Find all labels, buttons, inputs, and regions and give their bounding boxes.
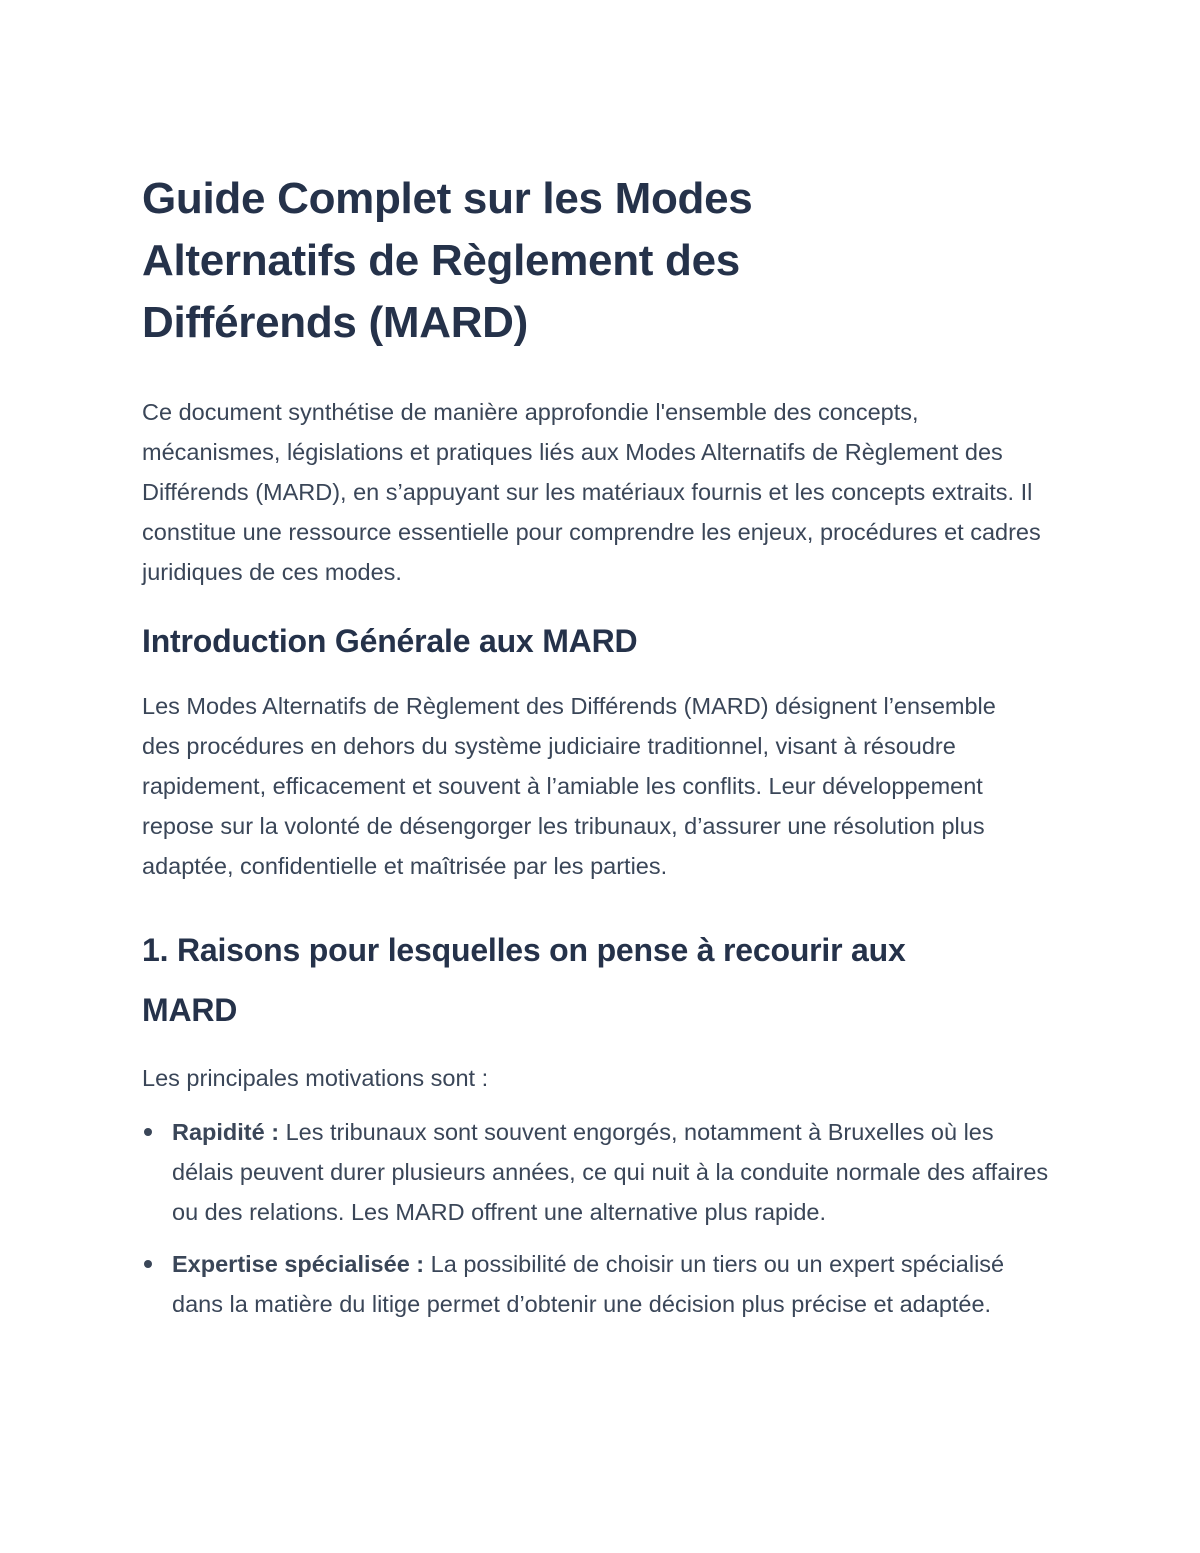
section-heading-raisons: 1. Raisons pour lesquelles on pense à recourir aux MARD [142, 932, 906, 1028]
bullet-term: Expertise spécialisée : [172, 1251, 425, 1277]
bullet-list [142, 1112, 1062, 1324]
intro-paragraph: Ce document synthétise de manière approfondie l'ensemble des concepts, mécanismes, législations et pratiques liés aux Modes Alternatifs de Règlement des Différends (MARD), en s’appuyant sur les matériaux fournis et les concepts extraits. Il constitue une ressource essentielle pour comprendre les enjeux, procédures et cadres juridiques de ces modes. [142, 399, 1041, 585]
section-lead-raisons: Les principales motivations sont : [142, 1065, 489, 1091]
section-heading-introduction: Introduction Générale aux MARD [142, 623, 638, 659]
bullet-dot-icon [144, 1128, 152, 1136]
list-item [142, 1112, 1052, 1232]
document-page [142, 168, 1062, 1336]
list-item [142, 1244, 1052, 1324]
bullet-text: Les tribunaux sont souvent engorgés, notamment à Bruxelles où les délais peuvent durer plusieurs années, ce qui nuit à la conduite normale des affaires ou des relations. Les MARD offrent une alternative plus rapide. [172, 1119, 1049, 1225]
bullet-text: La possibilité de choisir un tiers ou un expert spécialisé dans la matière du litige permet d’obtenir une décision plus précise et adaptée. [172, 1251, 1005, 1317]
bullet-term: Rapidité : [172, 1119, 280, 1145]
section-body-introduction: Les Modes Alternatifs de Règlement des Différends (MARD) désignent l’ensemble des procédures en dehors du système judiciaire traditionnel, visant à résoudre rapidement, efficacement et souvent à l’amiable les conflits. Leur développement repose sur la volonté de désengorger les tribunaux, d’assurer une résolution plus adaptée, confidentielle et maîtrisée par les parties. [142, 693, 996, 879]
bullet-dot-icon [144, 1260, 152, 1268]
document-title: Guide Complet sur les Modes Alternatifs de Règlement des Différends (MARD) [142, 174, 753, 347]
